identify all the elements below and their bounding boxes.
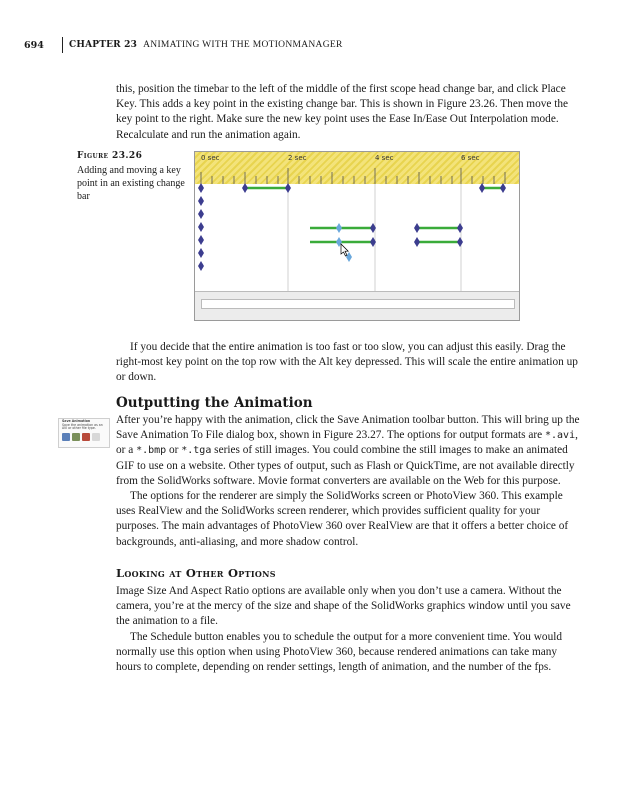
running-header xyxy=(24,38,343,52)
code-tga: *.tga xyxy=(181,445,212,457)
chapter-number: CHAPTER 23 xyxy=(69,40,138,50)
ruler-ticks xyxy=(201,168,505,184)
timeline-graphics xyxy=(195,152,519,292)
time-label-0: 0 sec xyxy=(201,154,220,162)
scrollbar-track[interactable] xyxy=(201,299,515,309)
section-outputting-body xyxy=(116,413,582,550)
change-bars xyxy=(201,188,503,242)
tooltip-title: Save Animation xyxy=(62,419,91,423)
paragraph-text: this, position the timebar to the left of the middle of the first scope head change bar, and click Place Key. This adds a key point in the existing change bar. This is shown in Figure 23.26. Then move the key point to the right. Make sure the new key point uses the Ease In/Ease Out Interpolation mode. Recalculate and run the animation again. xyxy=(116,83,569,141)
section-heading-outputting: Outputting the Animation xyxy=(116,395,313,411)
save-animation-tooltip-image xyxy=(58,418,110,448)
text-run: , or a xyxy=(116,429,578,457)
paragraph-scale xyxy=(116,340,582,386)
figure-label: Figure 23.26 xyxy=(77,151,143,161)
time-label-2: 2 sec xyxy=(288,154,307,162)
figure-caption xyxy=(77,150,185,203)
toolbar-icons xyxy=(62,433,100,441)
chapter-title: ANIMATING WITH THE MOTIONMANAGER xyxy=(143,40,343,50)
disabled-icon xyxy=(92,433,100,441)
tooltip-text xyxy=(62,420,106,431)
mouse-cursor-icon xyxy=(341,244,348,256)
section-heading-other-options: Looking at Other Options xyxy=(116,566,276,580)
text-run: or xyxy=(166,444,182,457)
code-avi: *.avi xyxy=(544,430,576,442)
paragraph-text xyxy=(116,413,582,489)
save-animation-icon xyxy=(82,433,90,441)
figure-caption-text: Adding and moving a key point in an existing change bar xyxy=(77,165,185,202)
timeline-scrollbar[interactable] xyxy=(195,291,519,320)
paragraph-text: The options for the renderer are simply the SolidWorks screen or PhotoView 360. This example uses RealView and the SolidWorks screen renderer, which provides sufficient quality for your purposes. The main advantages of PhotoView 360 over RealView are that it offers a better choice of backgrounds, anti-aliasing, and more shadow control. xyxy=(116,490,569,548)
motionmanager-timeline xyxy=(194,151,520,321)
calculate-icon xyxy=(72,433,80,441)
play-icon xyxy=(62,433,70,441)
grid-lines xyxy=(288,184,461,292)
intro-paragraph xyxy=(116,82,582,143)
paragraph-text: If you decide that the entire animation is too fast or too slow, you can adjust this easily. Drag the right-most key point on the top row with the Alt key depressed. This will scale the entire animation up or down. xyxy=(116,341,578,384)
text-run: After you’re happy with the animation, click the Save Animation toolbar button. This will bring up the Save Animation To File dialog box, shown in Figure 23.27. The options for output formats are xyxy=(116,414,580,442)
time-label-4: 4 sec xyxy=(375,154,394,162)
tooltip-description: Save the animation as an AVI or other file type. xyxy=(62,422,103,431)
section-other-options-body xyxy=(116,584,582,675)
time-label-6: 6 sec xyxy=(461,154,480,162)
paragraph-text: Image Size And Aspect Ratio options are available only when you don’t use a camera. Without the camera, you’re at the mercy of the size and shape of the SolidWorks graphics window until you save the animation to a file. xyxy=(116,585,571,628)
header-divider xyxy=(62,37,63,53)
code-bmp: *.bmp xyxy=(136,445,167,457)
text-run: series of still images. You could combine the still images to make an animated GIF to use on a website. Other types of output, such as Flash or QuickTime, are not available directly from the SolidWorks software. Movie format converters are available on the Web for this purpose. xyxy=(116,444,575,487)
page-number: 694 xyxy=(24,39,44,51)
paragraph-text: The Schedule button enables you to schedule the output for a more convenient time. You would normally use this option when using PhotoView 360, because rendered animations can take many hours to complete, depending on render settings, length of animation, and the number of the fps. xyxy=(116,630,563,674)
